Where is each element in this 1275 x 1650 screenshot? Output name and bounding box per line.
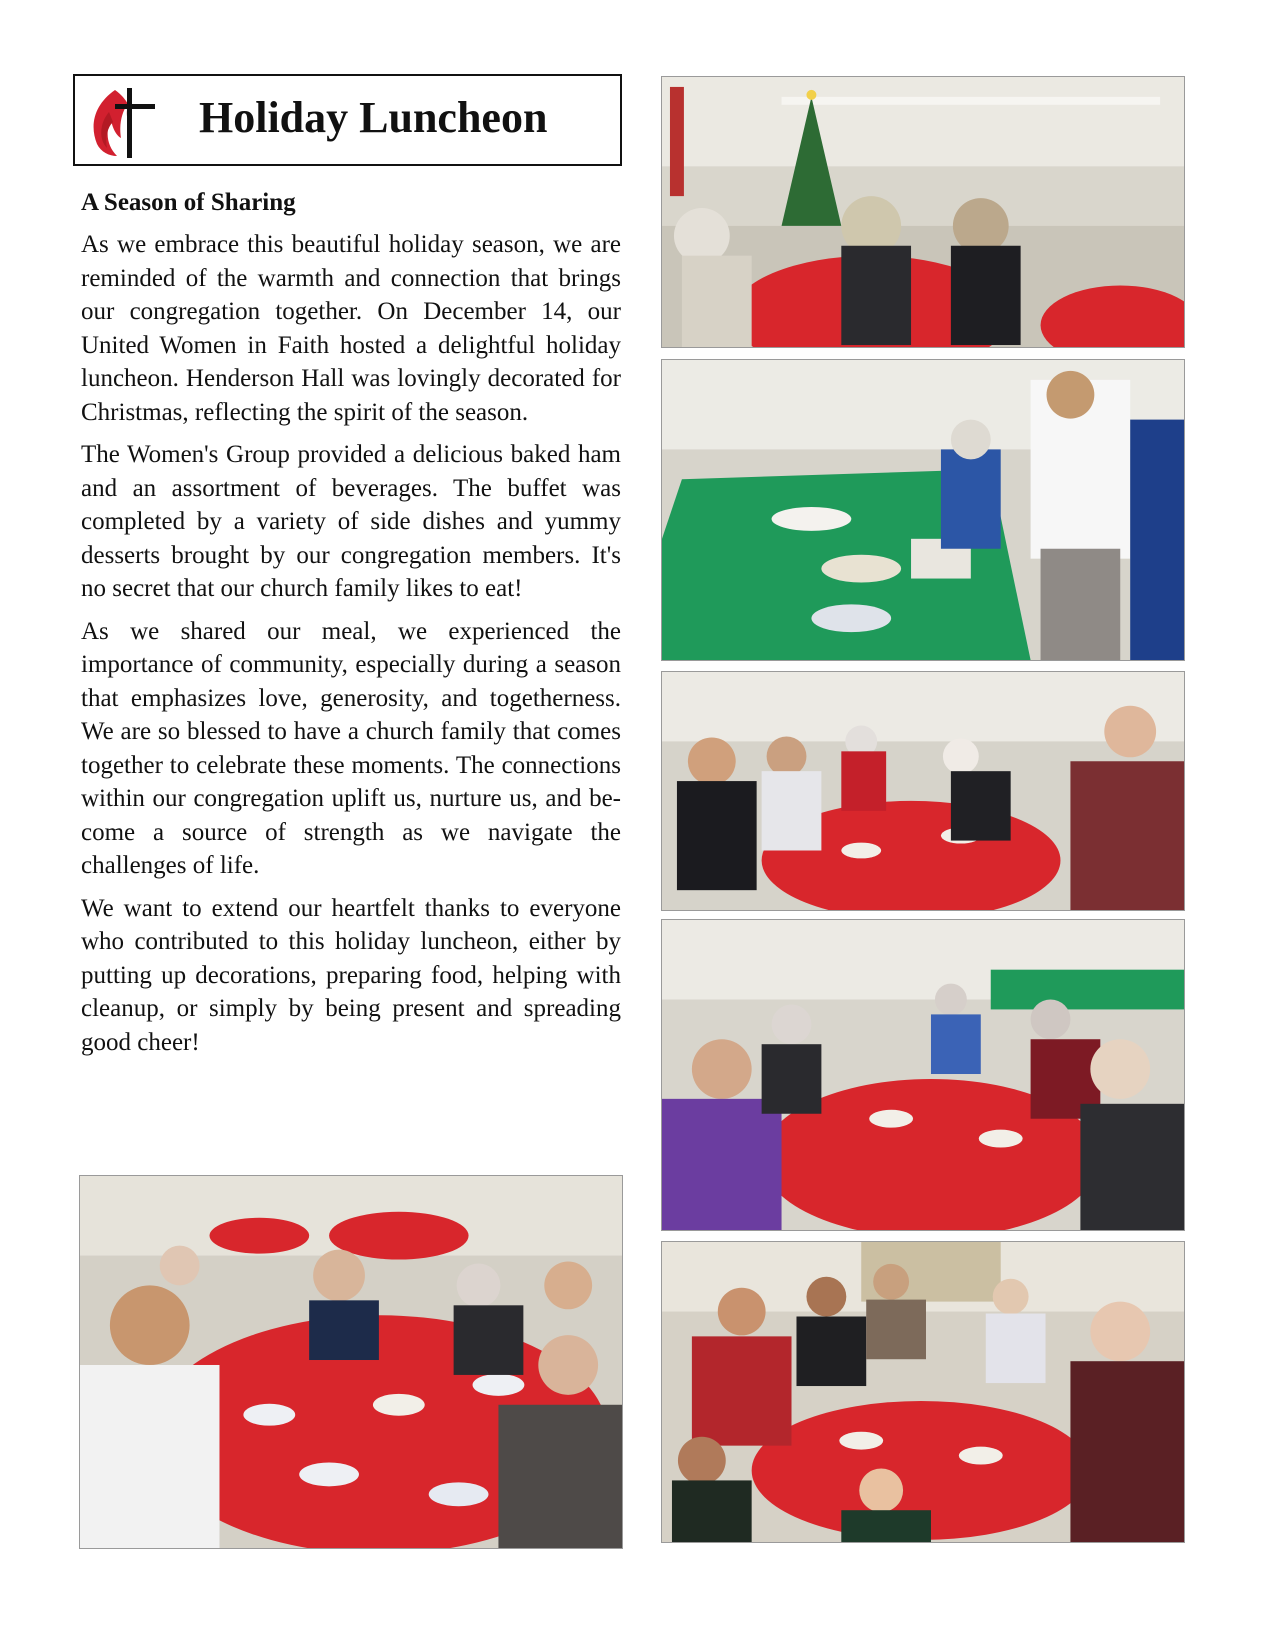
- article: [81, 188, 621, 1068]
- photo-round-table-ladies: [661, 919, 1185, 1231]
- article-paragraph-2: The Women's Group provided a delicious baked ham and an assortment of beverages. The buffet was completed by a variety of side dishes and yummy desserts brought by our congregation members. It's no secret that our church family likes to eat!: [81, 441, 621, 602]
- photo-buffet-line: [661, 359, 1185, 661]
- photo-christmas-tree-tables: [661, 76, 1185, 348]
- title-box: [73, 74, 622, 166]
- article-paragraph-4: We want to extend our heartfelt thanks to everyone who contributed to this holiday luncheon, either by putting up decorations, preparing food, helping with cleanup, or simply by being present and spreading good cheer!: [81, 894, 621, 1056]
- page-title: Holiday Luncheon: [199, 93, 548, 142]
- article-paragraph-3: As we shared our meal, we experienced the importance of community, especially during a season that emphasizes love, generosity, and togetherness. We are so blessed to have a church family that comes together to celebrate these moments. The connections within our congregation uplift us, nurture us, and become a source of strength as we navigate the challenges of life.: [81, 617, 621, 879]
- cross-and-flame-icon: [85, 82, 161, 160]
- photo-family-table: [661, 1241, 1185, 1543]
- photo-round-table-men: [661, 671, 1185, 911]
- photo-table-closeup: [79, 1175, 623, 1549]
- article-paragraph-1: As we embrace this beautiful holiday season, we are reminded of the warmth and connection that brings our congregation together. On December 14, our United Women in Faith hosted a delightful holiday luncheon. Henderson Hall was lovingly decorated for Christmas, reflecting the spirit of the season.: [81, 231, 621, 426]
- article-subheading: A Season of Sharing: [81, 189, 296, 216]
